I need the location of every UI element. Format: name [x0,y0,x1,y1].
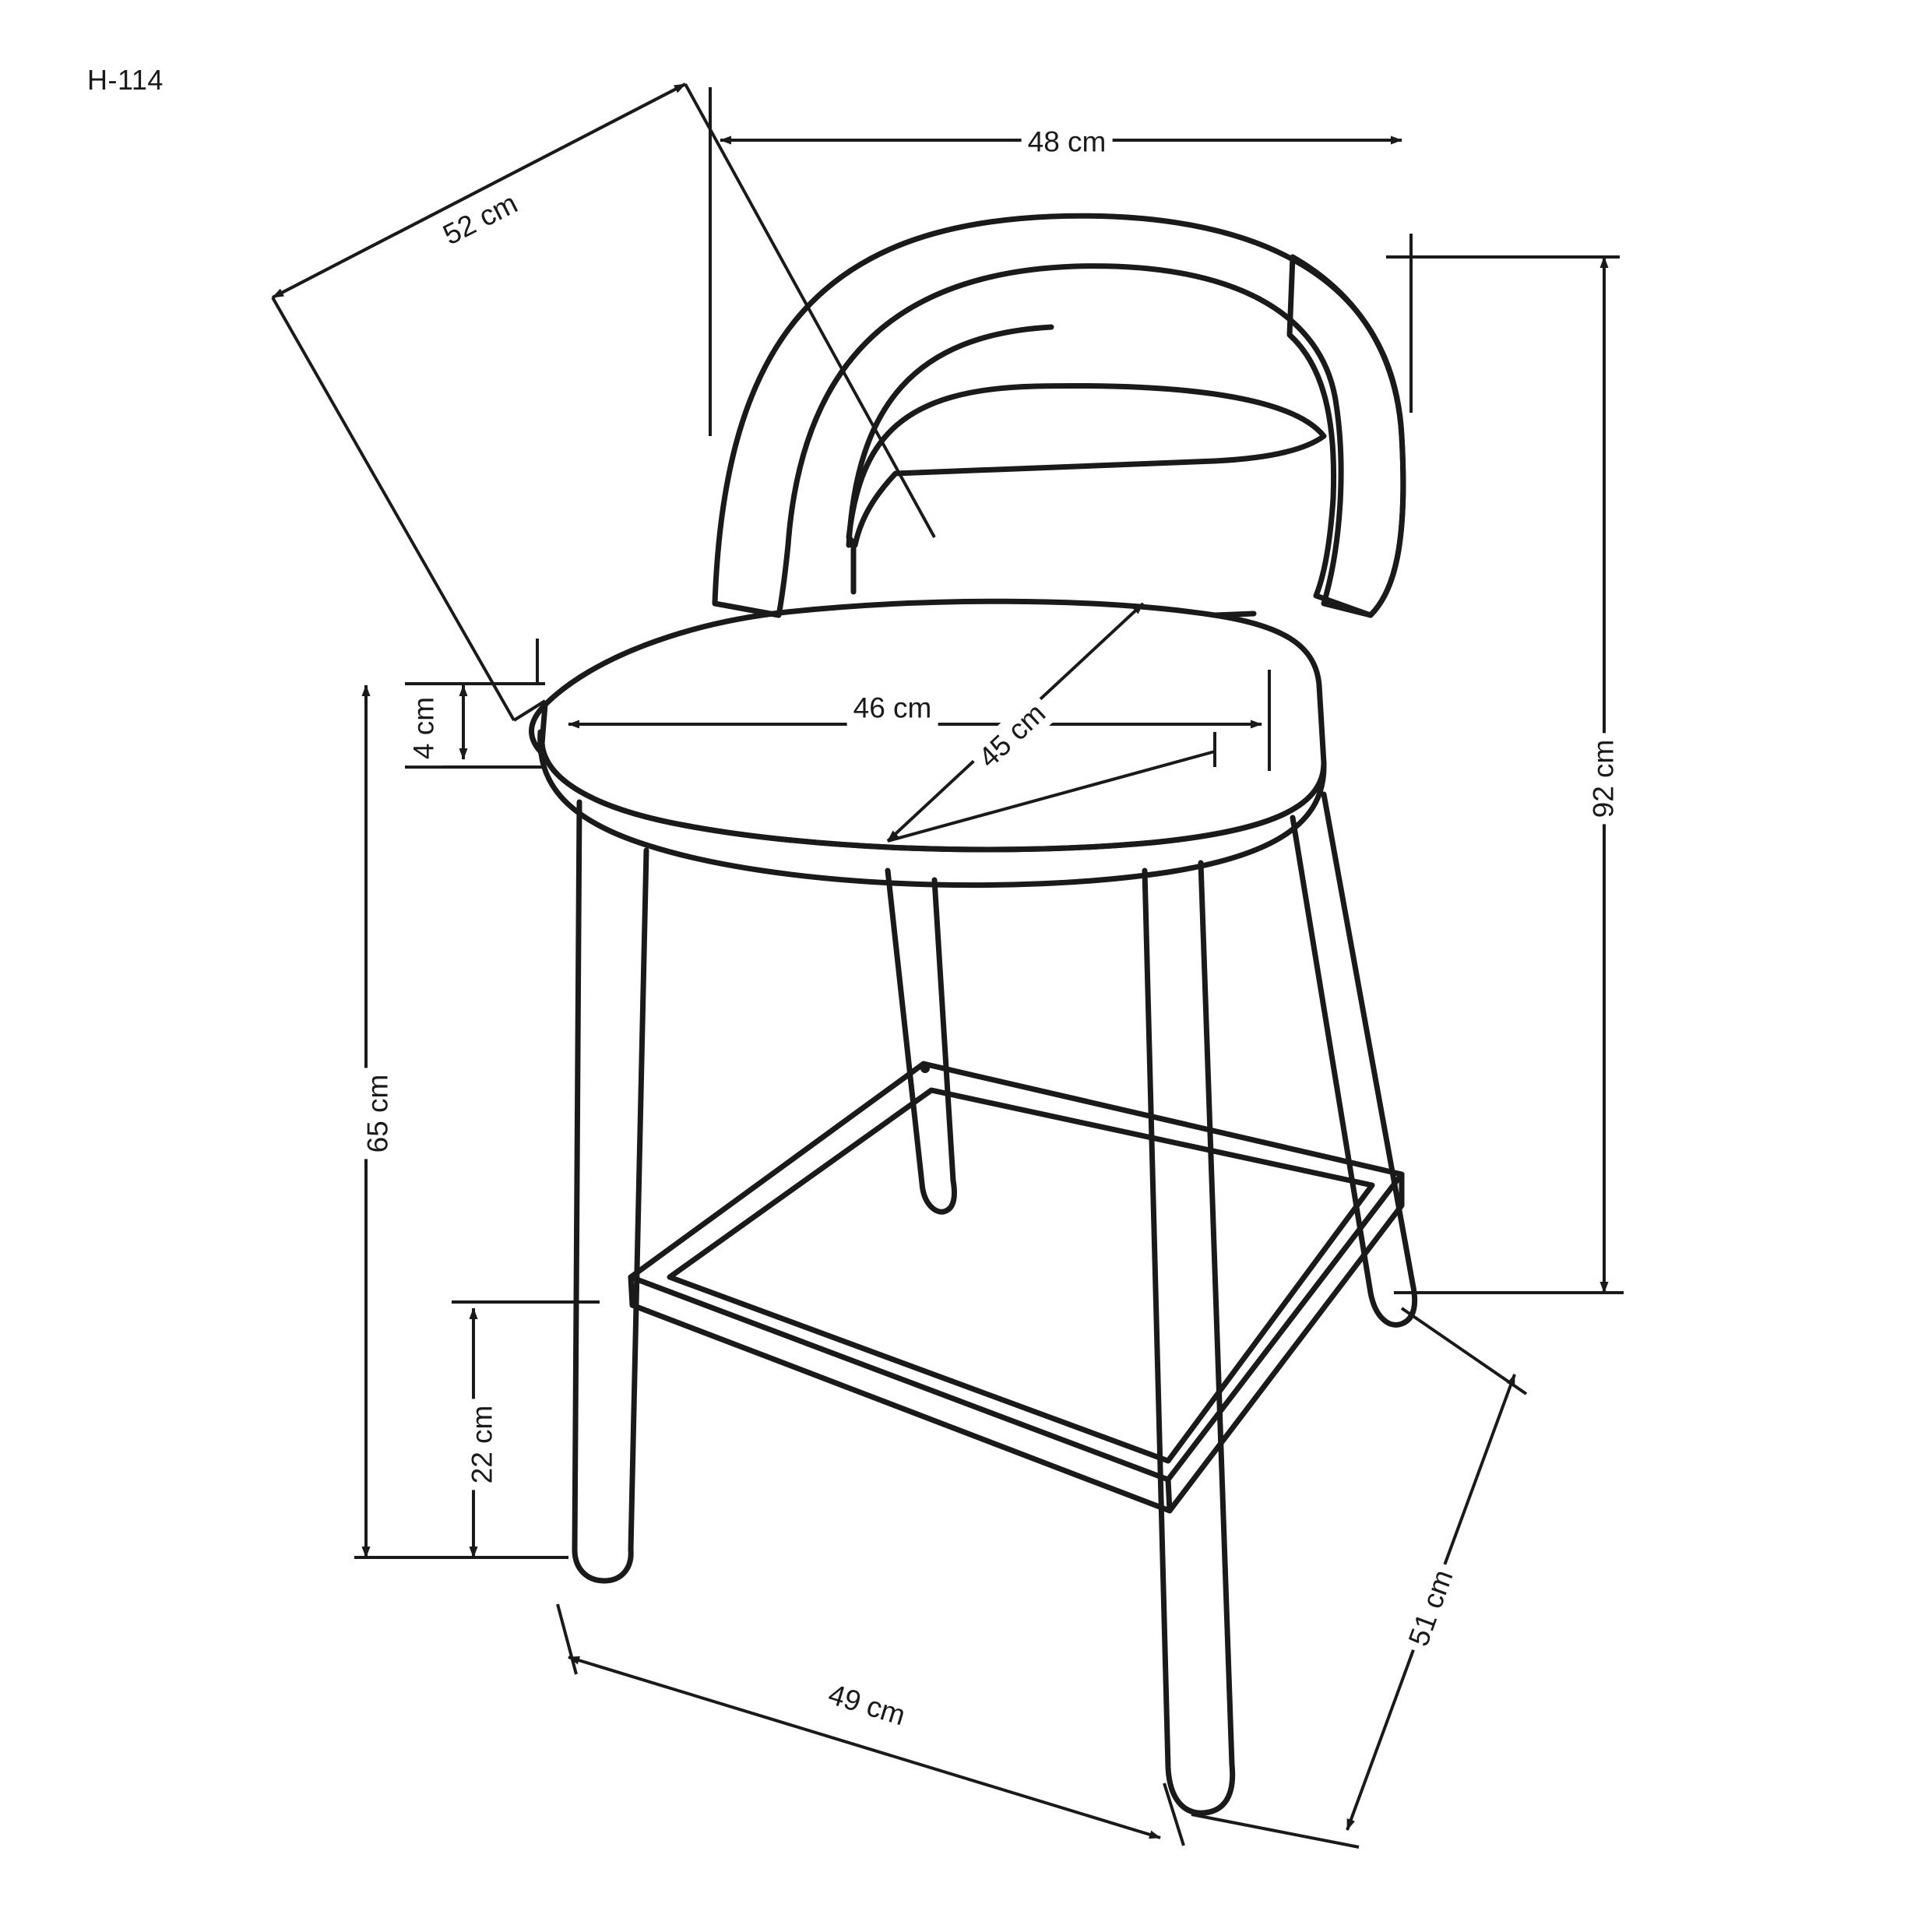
dim-label-base-width: 49 cm [818,1676,916,1736]
footrest-front-bar [631,1277,1170,1511]
leg-rear-right [1293,794,1415,1325]
footrest-ring-outer [631,1064,1402,1480]
dim-line-49 [568,1657,1160,1838]
backrest-inner-cutout [849,385,1324,545]
ext-tick-49-left [558,1604,576,1674]
dim-label-base-depth: 51 cm [1399,1559,1463,1656]
leg-front-right [1145,863,1233,1813]
dim-label-seat-width: 46 cm [847,692,938,727]
ext-line-51-bottom [1191,1814,1359,1847]
seat-cushion-edge [542,744,1324,850]
ext-line-51-top [1402,1308,1526,1394]
dim-label-seat-height: 65 cm [361,1068,396,1160]
dim-label-seat-depth: 45 cm [967,692,1057,779]
dim-label-footrest-height: 22 cm [466,1399,501,1490]
dim-label-backrest-width: 48 cm [1022,125,1113,160]
model-code-label: H-114 [87,64,164,96]
dim-label-overall-height: 92 cm [1587,734,1622,825]
leg-front-left [575,802,646,1581]
ext-line-52-upper [685,84,934,537]
backrest-right-wing [1290,257,1403,615]
backrest-seat-joint [1215,614,1254,615]
footrest-right-bar [1170,1174,1402,1511]
dim-label-seat-thickness: 4 cm [407,691,442,765]
chair-geometry [532,216,1415,1813]
footrest-joint-dot [920,1064,930,1073]
leg-rear-left [888,871,955,1212]
dim-label-overall-depth-top: 52 cm [432,184,529,256]
ext-line-52-lower [273,297,514,720]
